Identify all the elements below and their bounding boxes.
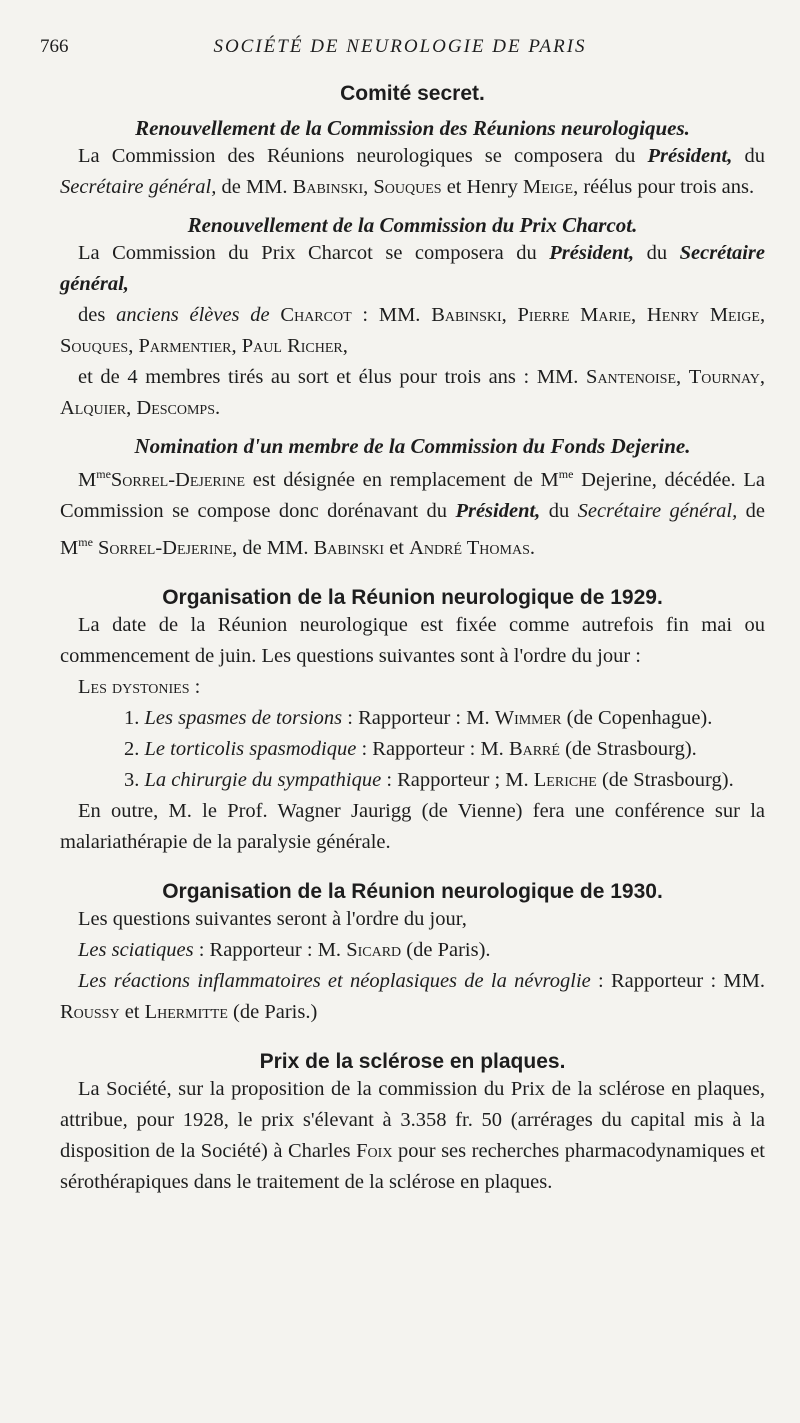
paragraph-reunions: La Commission des Réunions neurologiques se composera du Président, du Secrétaire général, de MM. Babinski, Souques et Henry Meige, réélus pour trois ans. [60, 145, 765, 198]
page-content [60, 82, 765, 1198]
page-header [40, 36, 760, 62]
section-title-prix-sclerose: Prix de la sclérose en plaques. [259, 1049, 566, 1073]
list-item-1929-3: 3. La chirurgie du sympathique : Rapporteur ; M. Leriche (de Strasbourg). [124, 768, 734, 791]
paragraph-1929-conference: En outre, M. le Prof. Wagner Jaurigg (de Vienne) fera une conférence sur la malariathérapie de la paralysie générale. [60, 799, 765, 853]
subsection-title-fonds-dejerine: Nomination d'un membre de la Commission du Fonds Dejerine. [134, 434, 691, 458]
subsection-title-prix-charcot: Renouvellement de la Commission du Prix Charcot. [187, 213, 638, 237]
paragraph-nomination: $M^{me}Sorrel$-Dejerine est désignée en remplacement de $M^{me}$ Dejerine, décédée. La Commission se compose donc dorénavant du Président, du Secrétaire général, de $M^{me}$ Sorrel-Dejerine, de MM. Babinski et André Thomas. [60, 467, 766, 559]
label-dystonies: Les dystonies : [78, 675, 201, 698]
paragraph-1929-intro: La date de la Réunion neurologique est fixée comme autrefois fin mai ou commencement de juin. Les questions suivantes sont à l'ordre du jour : [60, 613, 765, 667]
section-title-reunion-1929: Organisation de la Réunion neurologique de 1929. [162, 585, 663, 609]
list-item-1929-1: 1. Les spasmes de torsions : Rapporteur : M. Wimmer (de Copenhague). [124, 706, 713, 729]
paragraph-1930-q1: Les sciatiques : Rapporteur : M. Sicard (de Paris). [78, 938, 491, 961]
paragraph-prix-sclerose: La Société, sur la proposition de la commission du Prix de la sclérose en plaques, attribue, pour 1928, le prix s'élevant à 3.358 fr. 50 (arrérages du capital mis à la disposition de la Société) à Charles Foix pour ses recherches pharmacodynamiques et sérothérapiques dans le traitement de la sclérose en plaques. [60, 1077, 765, 1193]
paragraph-charcot-1: La Commission du Prix Charcot se composera du Président, du Secrétaire général, [60, 242, 766, 295]
paragraph-charcot-2: des anciens élèves de Charcot : MM. Babinski, Pierre Marie, Henry Meige, Souques, Parmentier, Paul Richer, [60, 304, 766, 357]
paragraph-1930-q2: Les réactions inflammatoires et néoplasiques de la névroglie : Rapporteur : MM. Roussy et Lhermitte (de Paris.) [60, 969, 765, 1023]
section-title-reunion-1930: Organisation de la Réunion neurologique de 1930. [162, 879, 663, 903]
paragraph-charcot-3: et de 4 membres tirés au sort et élus pour trois ans : MM. Santenoise, Tournay, Alquier, Descomps. [60, 366, 766, 419]
page-number: 766 [40, 36, 69, 57]
list-item-1929-2: 2. Le torticolis spasmodique : Rapporteur : M. Barré (de Strasbourg). [124, 737, 697, 760]
running-title: SOCIÉTÉ DE NEUROLOGIE DE PARIS [213, 36, 587, 57]
paragraph-1930-intro: Les questions suivantes seront à l'ordre du jour, [78, 907, 467, 930]
subsection-title-reunions: Renouvellement de la Commission des Réunions neurologiques. [135, 116, 690, 140]
section-title-comite-secret: Comité secret. [340, 82, 485, 105]
